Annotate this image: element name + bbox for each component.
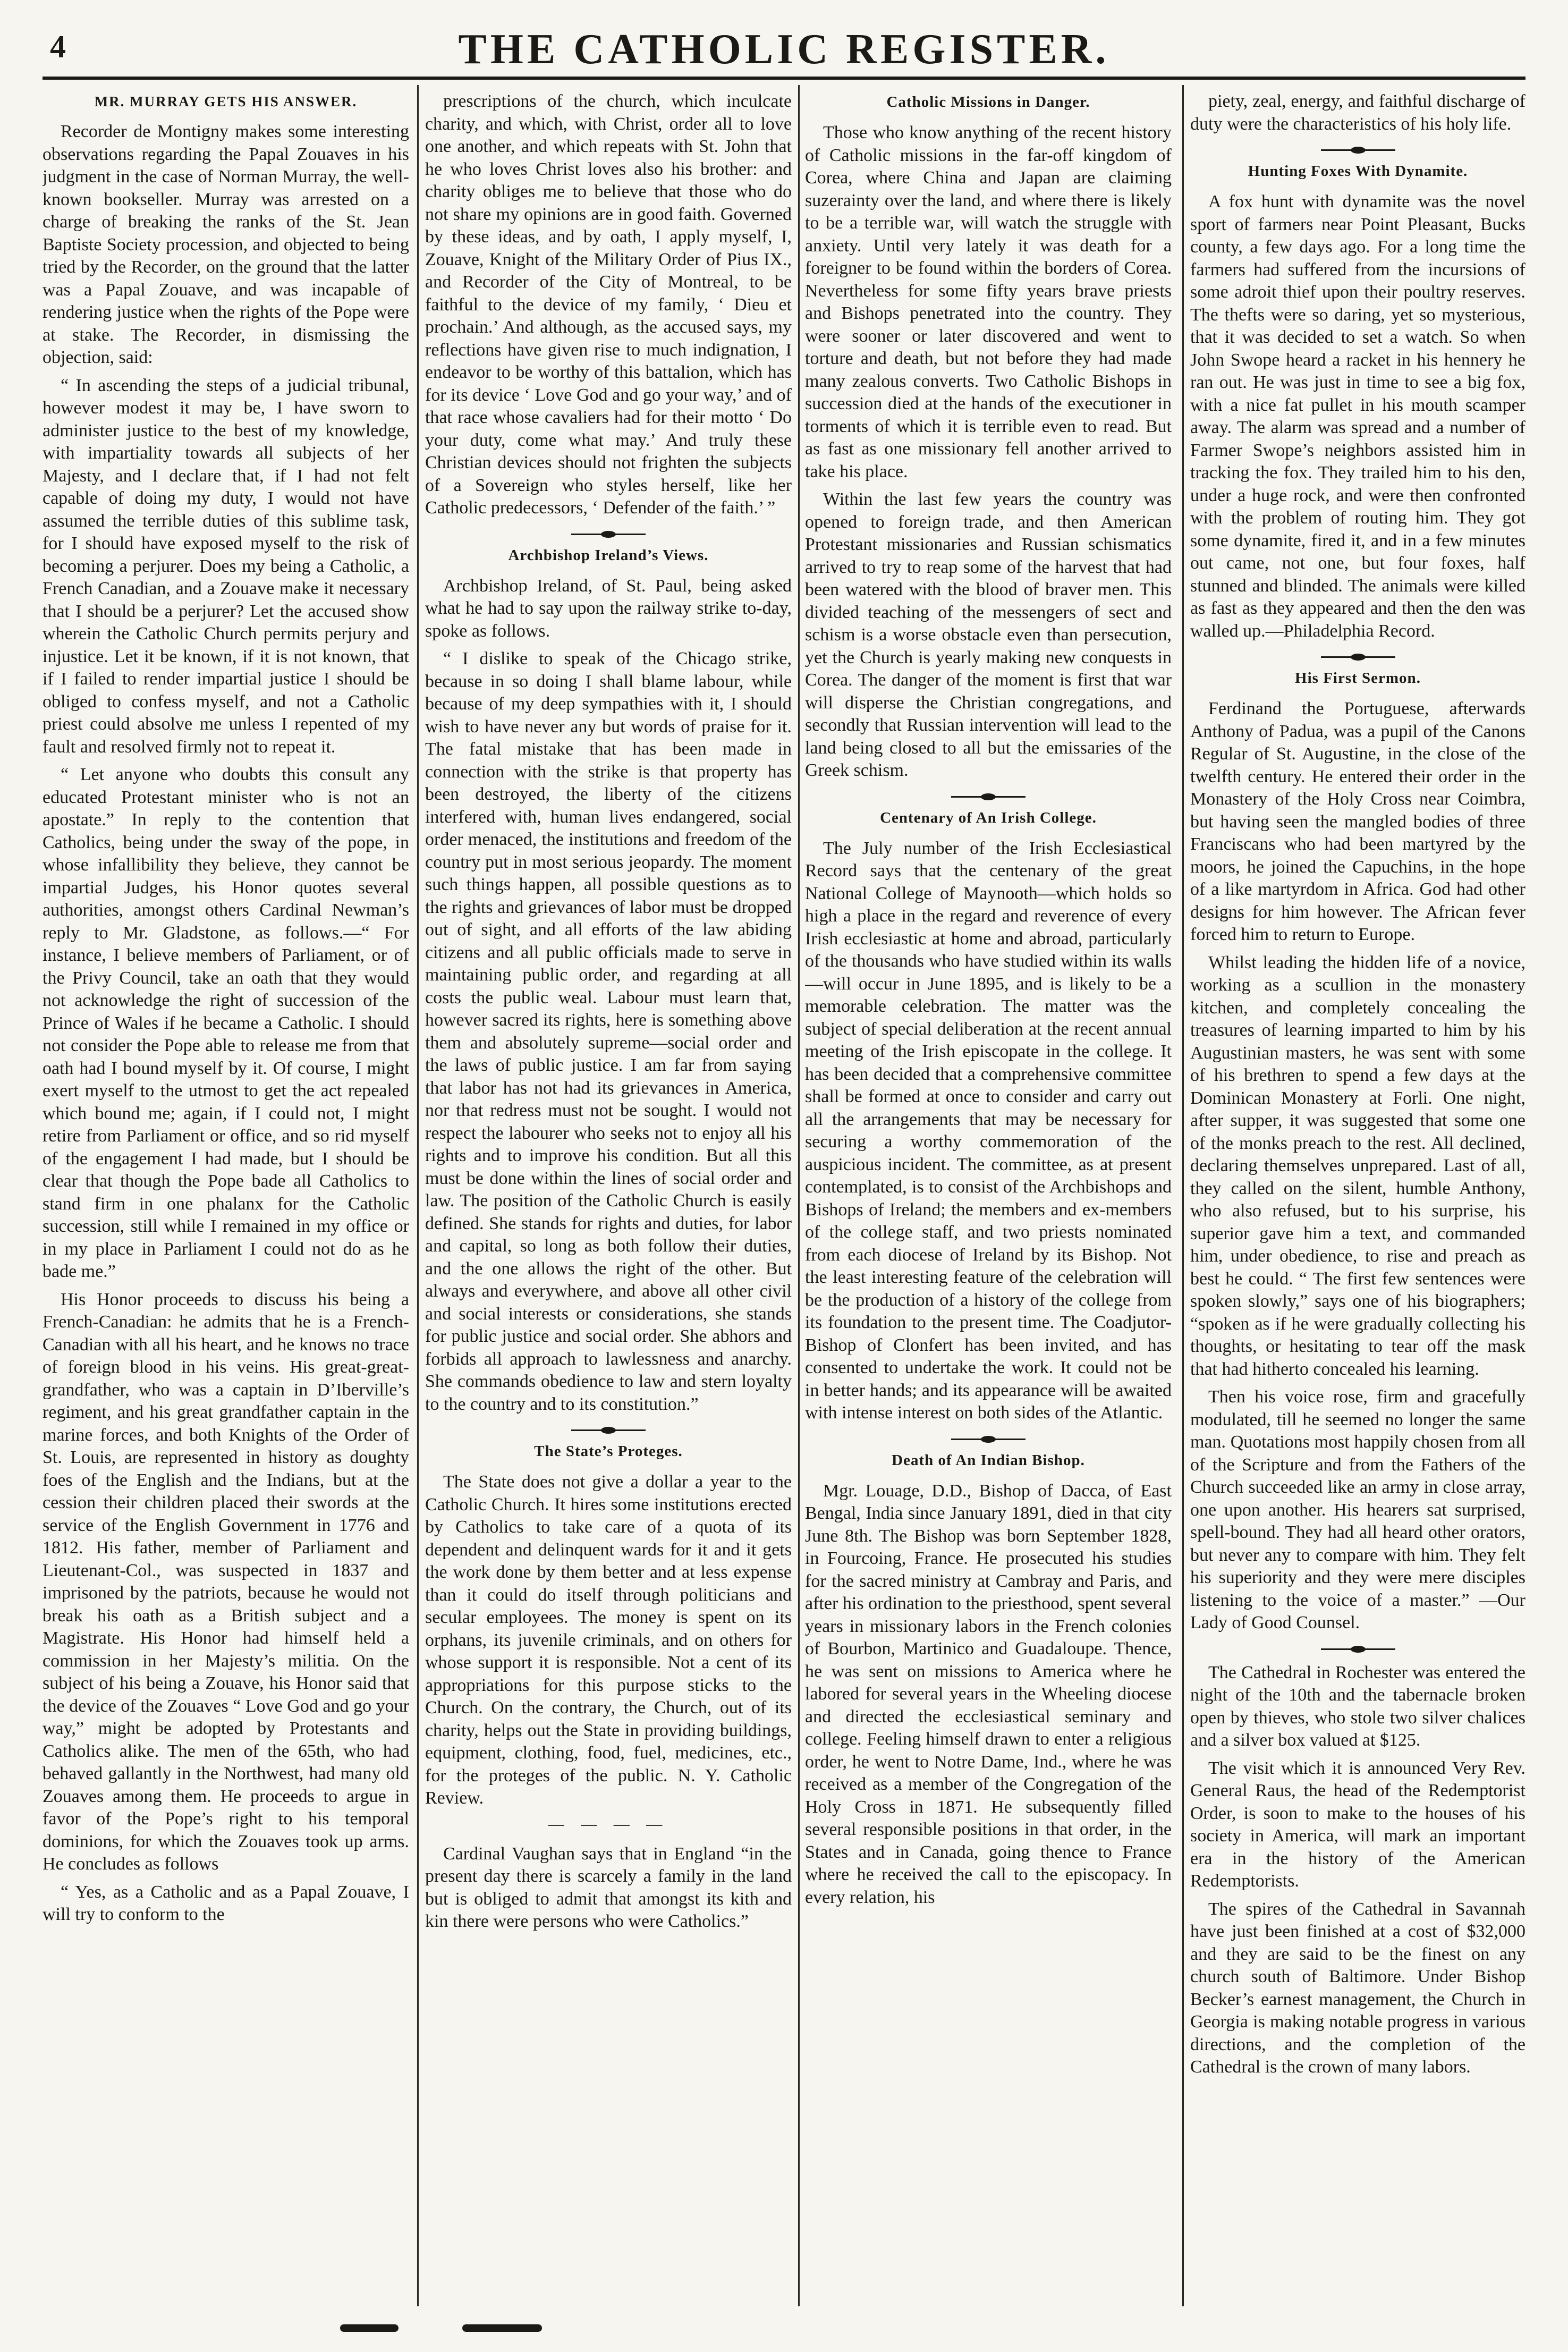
article-headline: His First Sermon.: [1295, 670, 1421, 687]
article-headline: Death of An Indian Bishop.: [892, 1451, 1085, 1469]
masthead: [43, 21, 1525, 72]
article-paragraph: Then his voice rose, firm and gracefully modulated, till he seemed no longer the same man. Quotations most happily chosen from all of the Scripture and from the Fathers of the Church succeeded like an army in close array, one upon another. His hearers sat surprised, spell-bound. They had all heard other orators, but never any to compare with him. They felt his superiority and they were mere disciples listening to the voice of a master.” —Our Lady of Good Counsel.: [1190, 1387, 1525, 1632]
article-paragraph: “ Let anyone who doubts this consult any educated Protestant minister who is not an apostate.” In reply to the contention that Catholics, being under the sway of the pope, in whose infallibility they believe, they cannot be impartial Judges, his Honor quotes several authorities, amongst others Cardinal Newman’s reply to Mr. Gladstone, as follows.—“ For instance, I believe members of Parliament, or of the Privy Council, take an oath that they would not acknowledge the right of succession of the Prince of Wales if he became a Catholic. I should not consider the Pope able to release me from that oath had I bound myself by it. Of course, I might exert myself to the utmost to get the act repealed which bound me; again, if I could not, I might retire from Parliament or office, and so rid myself of the engagement I had made, but I should be clear that though the Pope bade all Catholics to stand firm in one phalanx for the Catholic succession, still while I remained in my office or in my place in Parliament I could not do as he bade me.”: [43, 765, 409, 1281]
article-headline: MR. MURRAY GETS HIS ANSWER.: [94, 94, 358, 109]
section-separator: [571, 1429, 646, 1431]
masthead-rule: [43, 77, 1525, 80]
article-paragraph: The visit which it is announced Very Rev. General Raus, the head of the Redemptorist Order, is soon to make to the houses of his society in America, will mark an important era in the history of the American Redemptorists.: [1190, 1758, 1525, 1891]
column-rule: [1182, 85, 1184, 2306]
column-4: [1190, 90, 1525, 2280]
article-headline: Catholic Missions in Danger.: [886, 94, 1090, 111]
page-number: 4: [50, 29, 66, 64]
newspaper-title: THE CATHOLIC REGISTER.: [458, 26, 1110, 73]
article-paragraph: “ In ascending the steps of a judicial tribunal, however modest it may be, I have sworn to administer justice to the best of my knowledge, with impartiality towards all subjects of her Majesty, and I declare that, if I had not felt capable of doing my duty, I would not have assumed the terrible duties of this sublime task, for I should have exposed myself to the risk of becoming a perjurer. Does my being a Catholic, a French Canadian, and a Zouave make it necessary that I should be a perjurer? Let the accused show wherein the Catholic Church permits perjury and injustice. Let it be known, if it is not known, that if I failed to render impartial justice I should be obliged to confess myself, and not a Catholic priest could absolve me unless I repented of my fault and resolved firmly not to repeat it.: [43, 375, 409, 757]
section-separator: [951, 1439, 1025, 1440]
article-paragraph: piety, zeal, energy, and faithful discharge of duty were the characteristics of his holy life.: [1190, 91, 1525, 134]
article-paragraph: Within the last few years the country was opened to foreign trade, and then American Protestant missionaries and Russian schismatics arrived to try to reap some of the harvest that had been watered with the blood of braver men. This divided teaching of the messengers of sect and schism is a worse obstacle even than persecution, yet the Church is yearly making new conquests in Corea. The danger of the moment is first that war will disperse the Christian congregations, and secondly that Russian intervention will lead to the land being closed to all but the emissaries of the Greek schism.: [805, 489, 1172, 780]
column-rule: [417, 85, 419, 2306]
article-paragraph: Mgr. Louage, D.D., Bishop of Dacca, of East Bengal, India since January 1891, died in that city June 8th. The Bishop was born September 1828, in Fourcoing, France. He prosecuted his studies for the sacred ministry at Cambray and Paris, and after his ordination to the priesthood, spent several years in missionary labors in the French colonies of Bourbon, Martinico and Guadaloupe. Thence, he was sent on missions to America where he labored for several years in the Wheeling diocese and directed the ecclesiastical seminary and college. Feeling himself drawn to enter a religious order, he went to Notre Dame, Ind., where he was received as a member of the Congregation of the Holy Cross in 1871. He subsequently filled several responsible positions in that order, in the States and in Canada, going thence to France where he received the call to the episcopacy. In every relation, his: [805, 1480, 1172, 1907]
article-murray: [43, 94, 409, 1926]
article-paragraph: Archbishop Ireland, of St. Paul, being asked what he had to say upon the railway strike to-day, spoke as follows.: [425, 576, 792, 641]
article-indian-bishop: [805, 1452, 1172, 1909]
article-paragraph: “ I dislike to speak of the Chicago strike, because in so doing I shall blame labour, while because of my deep sympathies with it, I should wish to have never any but words of praise for it. The fatal mistake that has been made in connection with the strike is that property has been destroyed, the liberty of the citizens interfered with, human lives endangered, social order menaced, the institutions and freedom of the country put in most serious jeopardy. The moment such things happen, all possible questions as to the rights and grievances of labor must be dropped out of sight, and all efforts of the law abiding citizens and all public officials made to serve in maintaining public order, and regarding at all costs the public weal. Labour must learn that, however sacred its rights, here is something above them and absolutely supreme—social order and the laws of public justice. I am far from saying that labor has not had its grievances in America, nor that redress must not be sought. I would not respect the labourer who seeks not to enjoy all his rights and to improve his condition. But all this must be done within the lines of social order and law. The position of the Catholic Church is easily defined. She stands for rights and duties, for labor and capital, so long as both follow their duties, and the one allows the right of the other. But always and everywhere, and above all other civil and social interests or considerations, she stands for public justice and social order. She abhors and forbids all approach to lawlessness and anarchy. She commands obedience to law and stern loyalty to the country and to its constitution.”: [425, 649, 792, 1414]
article-short-notes: [1190, 1662, 1525, 2079]
article-paragraph: Cardinal Vaughan says that in England “in the present day there is scarcely a family in the land but is obliged to admit that amongst its kith and kin there were persons who were Catholics.”: [425, 1843, 792, 1931]
section-separator: [951, 796, 1025, 798]
section-separator: [1321, 1648, 1395, 1650]
ornament-mark: [462, 2324, 542, 2332]
column-1: [43, 90, 409, 2280]
article-paragraph: A fox hunt with dynamite was the novel sport of farmers near Point Pleasant, Bucks county, a few days ago. For a long time the farmers had suffered from the incursions of some adroit thief upon their poultry reserves. The thefts were so daring, yet so mysterious, that it was decided to set a watch. So when John Swope heard a racket in his hennery he ran out. He was just in time to see a big fox, with a nice fat pullet in his mouth scamper away. The alarm was spread and a number of Farmer Swope’s neighbors assisted him in tracking the fox. They trailed him to his den, under a huge rock, and were then confronted with the problem of routing him. They got some dynamite, fired it, and in a few minutes out came, not one, but four foxes, half stunned and blinded. The animals were killed as fast as they appeared and then the den was walled up.—Philadelphia Record.: [1190, 192, 1525, 641]
article-headline: Centenary of An Irish College.: [880, 809, 1097, 826]
article-headline: Archbishop Ireland’s Views.: [508, 546, 709, 564]
article-fox-hunt: [1190, 163, 1525, 642]
article-paragraph: The spires of the Cathedral in Savannah have just been finished at a cost of $32,000 and they are said to be the finest on any church south of Baltimore. Under Bishop Becker’s earnest management, the Church in Georgia is making notable progress in various directions, and the completion of the Cathedral is the crown of many labors.: [1190, 1899, 1525, 2077]
article-paragraph: Ferdinand the Portuguese, afterwards Anthony of Padua, was a pupil of the Canons Regular of St. Augustine, in the close of the twelfth century. He entered their order in the Monastery of the Holy Cross near Coimbra, but having seen the mangled bodies of three Franciscans who had been martyred by the moors, he joined the Capuchins, in the hope of a like martyrdom in Africa. God had other designs for him however. The African fever forced him to return to Europe.: [1190, 699, 1525, 944]
article-first-sermon: [1190, 670, 1525, 1635]
article-state-proteges: [425, 1443, 792, 1933]
article-paragraph: His Honor proceeds to discuss his being a French-Canadian: he admits that he is a French-Canadian with all his heart, and he knows no trace of foreign blood in his veins. His great-great-grandfather, who was a captain in D’Iberville’s regiment, and his great grandfather captain in the marine forces, and both Knights of the Order of St. Louis, are represented in history as doughty foes of the English and the Indians, but at the cession their children placed their swords at the service of the English Government in 1776 and 1812. His father, member of Parliament and Lieutenant-Col., was suspected in 1837 and imprisoned by the patriots, because he would not break his oath as a British subject and a Magistrate. His Honor had himself held a commission in her Majesty’s militia. On the subject of his being a Zouave, his Honor said that the device of the Zouaves “ Love God and go your way,” might be adopted by Protestants and Catholics alike. The men of the 65th, who had behaved gallantly in the Northwest, had many old Zouaves among them. He proceeds to argue in favor of the Pope’s right to his temporal dominions, for which the Zouaves took up arms. He concludes as follows: [43, 1289, 409, 1874]
article-paragraph: prescriptions of the church, which inculcate charity, and which, with Christ, order all to love one another, and which repeats with St. John that he who loves Christ loves also his brother: and charity obliges me to believe that those who do not share my opinions are in good faith. Governed by these ideas, and by oath, I apply myself, I, Zouave, Knight of the Military Order of Pius IX., and Recorder of the City of Montreal, to be faithful to the device of my family, ‘ Dieu et prochain.’ And although, as the accused says, my reflections have given rise to much indignation, I endeavor to be worthy of this battalion, which has for its device ‘ Love God and go your way,’ and of that race whose cavaliers had for their motto ‘ Do your duty, come what may.’ And truly these Christian devices should not frighten the subjects of a Sovereign who styles herself, like her Catholic predecessors, ‘ Defender of the faith.’ ”: [425, 91, 792, 518]
article-indian-bishop-continued: [1190, 90, 1525, 136]
article-paragraph: The July number of the Irish Ecclesiastical Record says that the centenary of the great National College of Maynooth—which holds so high a place in the regard and reverence of every Irish ecclesiastic at home and abroad, particularly of the thousands who have studied within its walls—will occur in June 1895, and is likely to be a memorable celebration. The matter was the subject of special deliberation at the recent annual meeting of the Irish episcopate in the college. It has been decided that a comprehensive committee shall be formed at once to consider and carry out all the arrangements that may be necessary for securing a worthy commemoration of the auspicious incident. The committee, as at present contemplated, is to consist of the Archbishops and Bishops of Ireland; the members and ex-members of the college staff, and two priests nominated from each diocese of Ireland by its Bishop. Not the least interesting feature of the celebration will be the production of a history of the college from its foundation to the present time. The Coadjutor-Bishop of Clonfert has been invited, and has consented to undertake the work. It could not be in better hands; and its appearance will be awaited with intense interest on both sides of the Atlantic.: [805, 838, 1172, 1423]
article-paragraph: Those who know anything of the recent history of Catholic missions in the far-off kingdom of Corea, where China and Japan are claiming suzerainty over the land, and where there is likely to be a terrible war, will watch the struggle with anxiety. Until very lately it was death for a foreigner to be found within the borders of Corea. Nevertheless for some fifty years brave priests and Bishops penetrated into the country. They were sooner or later discovered and went to torture and death, but not before they had made many zealous converts. Two Catholic Bishops in succession died at the hands of the executioner in torments of which it is terrible even to read. But as fast as one missionary fell another arrived to take his place.: [805, 123, 1172, 481]
article-paragraph: The State does not give a dollar a year to the Catholic Church. It hires some institutions erected by Catholics to take care of a quota of its dependent and delinquent wards for it and it gets the work done by them better and at less expense than it could do itself through politicians and secular employees. The money is spent on its orphans, its juvenile criminals, and on others for whose support it is responsible. Not a cent of its appropriations for this purpose sticks to the Church. On the contrary, the Church, out of its charity, helps out the State in providing buildings, equipment, clothing, food, fuel, medicines, etc., for the proteges of the public. N. Y. Catholic Review.: [425, 1472, 792, 1808]
article-headline: The State’s Proteges.: [534, 1443, 683, 1460]
column-2: [425, 90, 792, 2280]
column-3: [805, 90, 1172, 2280]
article-headline: Hunting Foxes With Dynamite.: [1248, 163, 1468, 180]
article-paragraph: “ Yes, as a Catholic and as a Papal Zouave, I will try to conform to the: [43, 1882, 409, 1924]
article-archbishop-ireland: [425, 547, 792, 1416]
bottom-ornaments: [43, 2317, 1525, 2338]
column-rule: [798, 85, 800, 2306]
article-paragraph: Whilst leading the hidden life of a novice, working as a scullion in the monastery kitchen, and completely concealing the treasures of learning imparted to him by his Augustinian masters, he was sent with some of his brethren to spend a few days at the Dominican Monastery at Forli. One night, after supper, it was suggested that some one of the monks preach to the rest. All declined, declaring themselves unprepared. Last of all, they called on the silent, humble Anthony, who also refused, but to his surprise, his superior gave him a text, and commanded him, under obedience, to rise and preach as best he could. “ The first few sentences were spoken slowly,” says one of his biographers; “spoken as if he were gradually collecting his thoughts, or hesitating to tear off the mask that had hitherto concealed his learning.: [1190, 952, 1525, 1379]
article-catholic-missions: [805, 94, 1172, 782]
article-irish-college: [805, 809, 1172, 1425]
article-paragraph: Recorder de Montigny makes some interesting observations regarding the Papal Zouaves in his judgment in the case of Norman Murray, the well-known bookseller. Murray was arrested on a charge of breaking the ranks of the St. Jean Baptiste Society procession, and objected to being tried by the Recorder, on the ground that the latter was a Papal Zouave, and was incapable of rendering justice when the rights of the Pope were at stake. The Recorder, in dismissing the objection, said:: [43, 122, 409, 367]
dash-separator: — — — —: [548, 1815, 669, 1833]
article-paragraph: The Cathedral in Rochester was entered the night of the 10th and the tabernacle broken open by thieves, who stole two silver chalices and a silver box valued at $125.: [1190, 1662, 1525, 1750]
section-separator: [1321, 149, 1395, 151]
ornament-mark: [340, 2324, 399, 2332]
section-separator: [1321, 656, 1395, 658]
section-separator: [571, 534, 646, 535]
article-murray-continued: [425, 90, 792, 520]
